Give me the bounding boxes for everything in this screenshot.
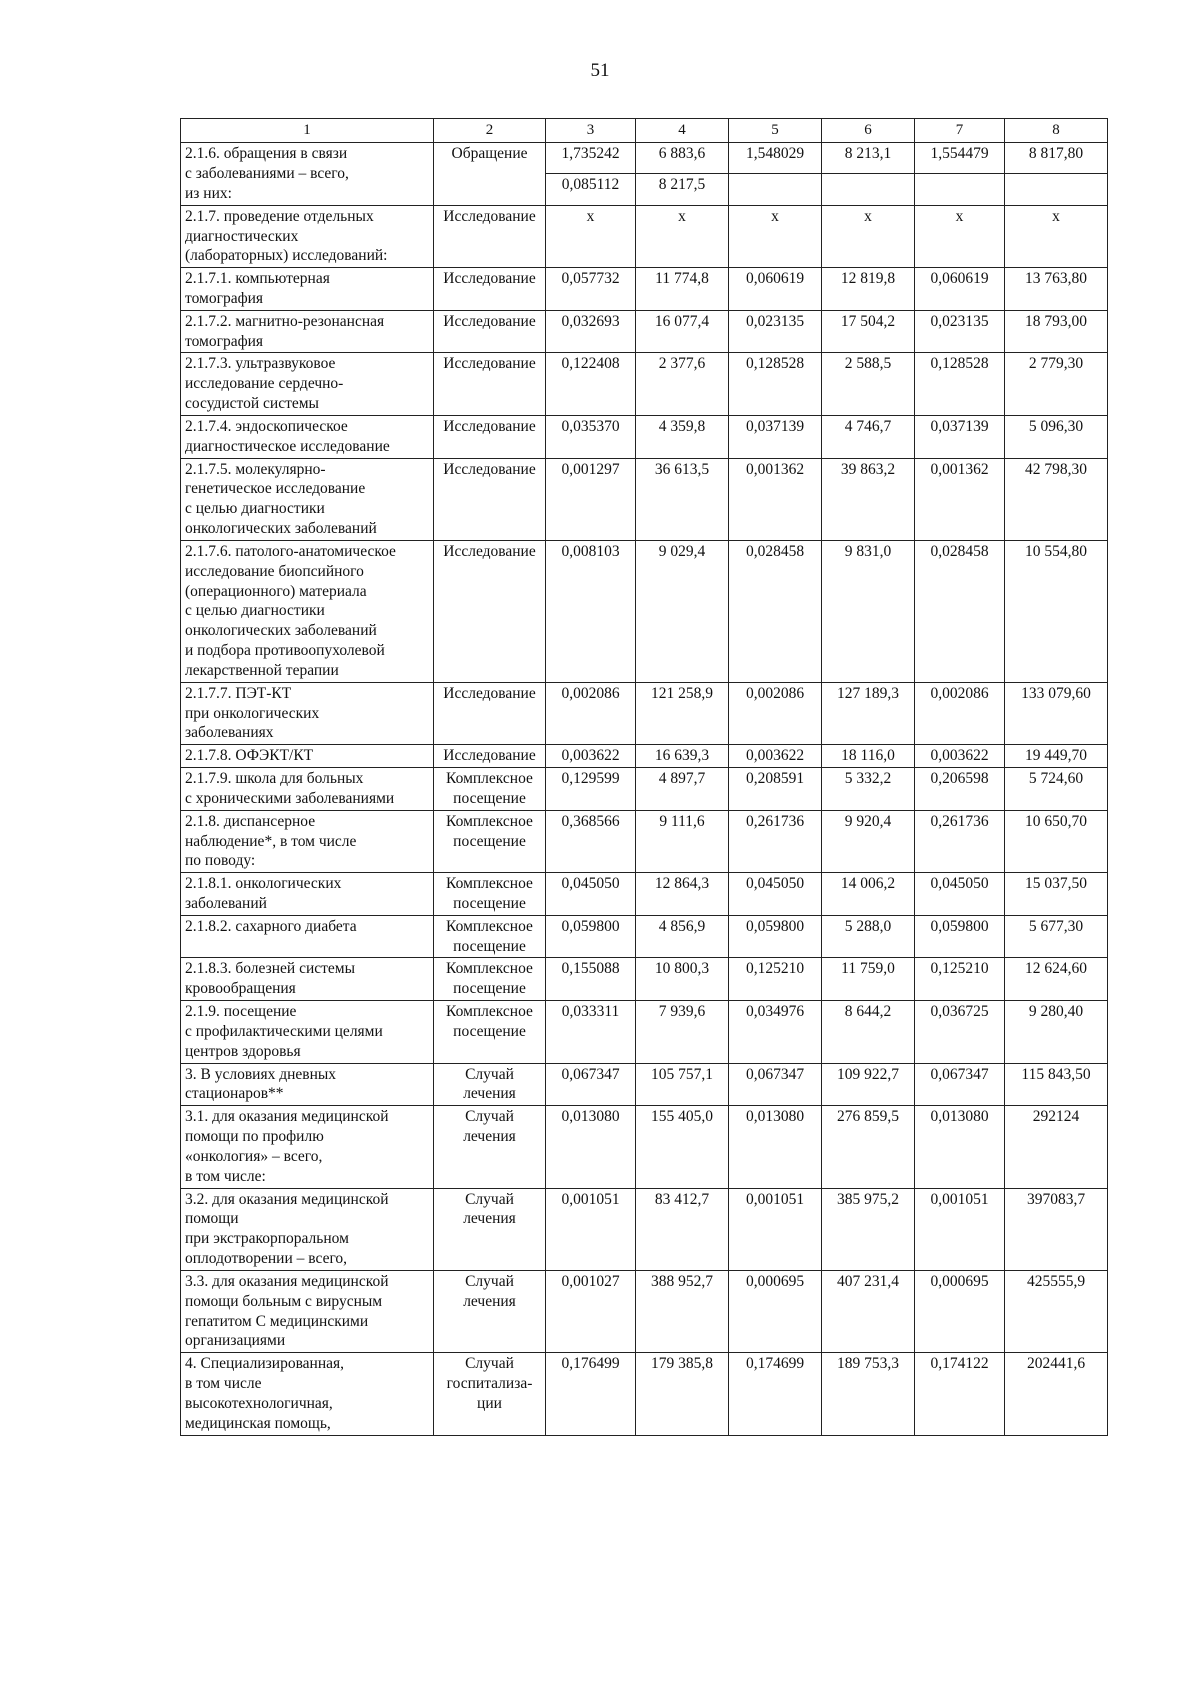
cell-c5: 0,128528 — [729, 353, 822, 415]
cell-c6: 127 189,3 — [822, 682, 915, 744]
cell-c4: 155 405,0 — [636, 1106, 729, 1188]
cell-c7: 0,067347 — [915, 1063, 1005, 1106]
cell-c4: 7 939,6 — [636, 1001, 729, 1063]
cell-c3: 0,067347 — [546, 1063, 636, 1106]
row-unit: Комплексное посещение — [434, 873, 546, 916]
cell-c3: 1,735242 — [546, 143, 636, 174]
cell-c8: 19 449,70 — [1005, 745, 1108, 768]
column-header-4: 4 — [636, 119, 729, 143]
cell-c6: 8 213,1 — [822, 143, 915, 174]
cell-c4: 16 077,4 — [636, 310, 729, 353]
row-unit: Комплексное посещение — [434, 958, 546, 1001]
cell-c6: 39 863,2 — [822, 458, 915, 540]
cell-c8: 9 280,40 — [1005, 1001, 1108, 1063]
row-unit: Исследование — [434, 540, 546, 682]
table-row — [181, 353, 1108, 415]
row-unit: Исследование — [434, 745, 546, 768]
cell-c5: 0,013080 — [729, 1106, 822, 1188]
cell-c6: 8 644,2 — [822, 1001, 915, 1063]
cell-c8: 13 763,80 — [1005, 268, 1108, 311]
row-unit: Случай лечения — [434, 1188, 546, 1270]
cell-c4-sub: 8 217,5 — [636, 174, 729, 205]
row-label: 3.3. для оказания медицинской помощи больным с вирусным гепатитом С медицинскими организациями — [181, 1270, 434, 1352]
cell-c6: 4 746,7 — [822, 415, 915, 458]
cell-c7: 0,003622 — [915, 745, 1005, 768]
cell-c5: 0,060619 — [729, 268, 822, 311]
cell-c5: 0,261736 — [729, 810, 822, 872]
cell-c3: 0,001051 — [546, 1188, 636, 1270]
row-label: 2.1.9. посещение с профилактическими целями центров здоровья — [181, 1001, 434, 1063]
cell-c8: 397083,7 — [1005, 1188, 1108, 1270]
row-label: 2.1.7.7. ПЭТ-КТ при онкологических заболеваниях — [181, 682, 434, 744]
row-unit: Случай лечения — [434, 1270, 546, 1352]
cell-c7: 0,060619 — [915, 268, 1005, 311]
column-header-3: 3 — [546, 119, 636, 143]
cell-c7: 0,002086 — [915, 682, 1005, 744]
row-unit: Обращение — [434, 143, 546, 205]
column-header-5: 5 — [729, 119, 822, 143]
cell-c6: 189 753,3 — [822, 1353, 915, 1435]
cell-empty — [822, 174, 915, 205]
cell-c5: 0,001362 — [729, 458, 822, 540]
cell-c8: 8 817,80 — [1005, 143, 1108, 174]
table-row — [181, 540, 1108, 682]
row-label: 2.1.7. проведение отдельных диагностических (лабораторных) исследований: — [181, 205, 434, 267]
cell-c8: 133 079,60 — [1005, 682, 1108, 744]
table-row — [181, 682, 1108, 744]
cell-c6: 109 922,7 — [822, 1063, 915, 1106]
cell-empty — [729, 174, 822, 205]
cell-c6: 9 920,4 — [822, 810, 915, 872]
row-unit: Исследование — [434, 415, 546, 458]
table-row — [181, 768, 1108, 811]
cell-c8: 115 843,50 — [1005, 1063, 1108, 1106]
cell-c8: x — [1005, 205, 1108, 267]
cell-c3: 0,368566 — [546, 810, 636, 872]
cell-c5: 0,067347 — [729, 1063, 822, 1106]
cell-c6: 18 116,0 — [822, 745, 915, 768]
cell-c8: 292124 — [1005, 1106, 1108, 1188]
row-label: 2.1.7.2. магнитно-резонансная томография — [181, 310, 434, 353]
cell-c3: 0,059800 — [546, 915, 636, 958]
column-header-6: 6 — [822, 119, 915, 143]
row-unit: Комплексное посещение — [434, 1001, 546, 1063]
cell-c7: x — [915, 205, 1005, 267]
cell-c4: 11 774,8 — [636, 268, 729, 311]
row-unit: Исследование — [434, 682, 546, 744]
cell-c3: 0,002086 — [546, 682, 636, 744]
cell-c7: 0,000695 — [915, 1270, 1005, 1352]
table-row — [181, 458, 1108, 540]
cell-c7: 0,036725 — [915, 1001, 1005, 1063]
cell-c5: 0,208591 — [729, 768, 822, 811]
row-label: 2.1.7.6. патолого-анатомическое исследование биопсийного (операционного) материала с целью диагностики онкологических заболеваний и подбора противоопухолевой лекарственной терапии — [181, 540, 434, 682]
cell-c5: 0,028458 — [729, 540, 822, 682]
cell-c5: 0,174699 — [729, 1353, 822, 1435]
cell-c7: 0,261736 — [915, 810, 1005, 872]
table-row — [181, 810, 1108, 872]
cell-c3: 0,001027 — [546, 1270, 636, 1352]
cell-c3-sub: 0,085112 — [546, 174, 636, 205]
column-header-1: 1 — [181, 119, 434, 143]
row-label: 2.1.7.1. компьютерная томография — [181, 268, 434, 311]
cell-c4: 4 897,7 — [636, 768, 729, 811]
header-row — [181, 119, 1108, 143]
row-unit: Комплексное посещение — [434, 915, 546, 958]
table-row — [181, 1353, 1108, 1435]
cell-c5: 0,045050 — [729, 873, 822, 916]
cell-c4: 16 639,3 — [636, 745, 729, 768]
row-unit: Исследование — [434, 310, 546, 353]
cell-c4: 388 952,7 — [636, 1270, 729, 1352]
cell-c3: 0,035370 — [546, 415, 636, 458]
cell-c5: 0,125210 — [729, 958, 822, 1001]
row-label: 2.1.8.2. сахарного диабета — [181, 915, 434, 958]
row-unit: Случай лечения — [434, 1063, 546, 1106]
cell-c3: 0,155088 — [546, 958, 636, 1001]
cell-c3: 0,003622 — [546, 745, 636, 768]
row-label: 4. Специализированная, в том числе высокотехнологичная, медицинская помощь, — [181, 1353, 434, 1435]
cell-c8: 2 779,30 — [1005, 353, 1108, 415]
row-label: 2.1.7.3. ультразвуковое исследование сердечно- сосудистой системы — [181, 353, 434, 415]
cell-c6: 12 819,8 — [822, 268, 915, 311]
cell-c6: 17 504,2 — [822, 310, 915, 353]
table-row — [181, 268, 1108, 311]
cell-c7: 0,045050 — [915, 873, 1005, 916]
cell-c3: 0,001297 — [546, 458, 636, 540]
cell-c4: 2 377,6 — [636, 353, 729, 415]
cell-c5: x — [729, 205, 822, 267]
cell-c3: 0,033311 — [546, 1001, 636, 1063]
table-body — [181, 143, 1108, 1435]
row-label: 2.1.8.3. болезней системы кровообращения — [181, 958, 434, 1001]
table-row — [181, 958, 1108, 1001]
cell-c7: 0,023135 — [915, 310, 1005, 353]
cell-c7: 0,037139 — [915, 415, 1005, 458]
row-unit: Комплексное посещение — [434, 810, 546, 872]
row-label: 3.2. для оказания медицинской помощи при экстракорпоральном оплодотворении – всего, — [181, 1188, 434, 1270]
cell-c6: 14 006,2 — [822, 873, 915, 916]
cell-c5: 0,059800 — [729, 915, 822, 958]
cell-c6: 5 332,2 — [822, 768, 915, 811]
cell-c7: 0,001051 — [915, 1188, 1005, 1270]
cell-c8: 18 793,00 — [1005, 310, 1108, 353]
cell-c6: x — [822, 205, 915, 267]
cell-c7: 0,174122 — [915, 1353, 1005, 1435]
row-label: 2.1.8.1. онкологических заболеваний — [181, 873, 434, 916]
cell-c8: 5 096,30 — [1005, 415, 1108, 458]
cell-c6: 276 859,5 — [822, 1106, 915, 1188]
table-row — [181, 205, 1108, 267]
cell-c8: 10 650,70 — [1005, 810, 1108, 872]
cell-c4: 4 359,8 — [636, 415, 729, 458]
table-row — [181, 915, 1108, 958]
cell-c7: 0,001362 — [915, 458, 1005, 540]
cell-c4: 179 385,8 — [636, 1353, 729, 1435]
cell-c7: 0,059800 — [915, 915, 1005, 958]
cell-c7: 0,206598 — [915, 768, 1005, 811]
cell-empty — [1005, 174, 1108, 205]
cell-c8: 202441,6 — [1005, 1353, 1108, 1435]
row-label: 2.1.7.8. ОФЭКТ/КТ — [181, 745, 434, 768]
row-label: 2.1.7.9. школа для больных с хроническими заболеваниями — [181, 768, 434, 811]
cell-c8: 5 724,60 — [1005, 768, 1108, 811]
cell-c6: 5 288,0 — [822, 915, 915, 958]
row-unit: Исследование — [434, 353, 546, 415]
row-unit: Исследование — [434, 458, 546, 540]
cell-c3: 0,176499 — [546, 1353, 636, 1435]
cell-c3: 0,008103 — [546, 540, 636, 682]
cell-c8: 15 037,50 — [1005, 873, 1108, 916]
cell-c5: 0,037139 — [729, 415, 822, 458]
table-row — [181, 1001, 1108, 1063]
column-header-7: 7 — [915, 119, 1005, 143]
row-unit: Случай лечения — [434, 1106, 546, 1188]
cell-c5: 0,023135 — [729, 310, 822, 353]
column-header-2: 2 — [434, 119, 546, 143]
cell-c3: x — [546, 205, 636, 267]
cell-c3: 0,045050 — [546, 873, 636, 916]
row-label: 3.1. для оказания медицинской помощи по профилю «онкология» – всего, в том числе: — [181, 1106, 434, 1188]
cell-c7: 1,554479 — [915, 143, 1005, 174]
cell-c4: 12 864,3 — [636, 873, 729, 916]
row-label: 2.1.6. обращения в связи с заболеваниями – всего, из них: — [181, 143, 434, 205]
cell-c7: 0,128528 — [915, 353, 1005, 415]
cell-c3: 0,057732 — [546, 268, 636, 311]
table-row — [181, 310, 1108, 353]
table-row — [181, 745, 1108, 768]
table-row — [181, 143, 1108, 174]
column-header-8: 8 — [1005, 119, 1108, 143]
row-unit: Случай госпитализа- ции — [434, 1353, 546, 1435]
row-label: 2.1.7.4. эндоскопическое диагностическое исследование — [181, 415, 434, 458]
cell-c4: 6 883,6 — [636, 143, 729, 174]
cell-c4: 105 757,1 — [636, 1063, 729, 1106]
cell-c5: 0,034976 — [729, 1001, 822, 1063]
cell-c4: 9 029,4 — [636, 540, 729, 682]
cell-c4: 4 856,9 — [636, 915, 729, 958]
row-label: 2.1.7.5. молекулярно- генетическое исследование с целью диагностики онкологических заболеваний — [181, 458, 434, 540]
cell-c4: 36 613,5 — [636, 458, 729, 540]
cell-c4: x — [636, 205, 729, 267]
cell-c5: 0,000695 — [729, 1270, 822, 1352]
table-row — [181, 1188, 1108, 1270]
data-table — [180, 118, 1108, 1436]
cell-c4: 83 412,7 — [636, 1188, 729, 1270]
cell-c6: 385 975,2 — [822, 1188, 915, 1270]
cell-c8: 12 624,60 — [1005, 958, 1108, 1001]
row-unit: Комплексное посещение — [434, 768, 546, 811]
cell-c7: 0,125210 — [915, 958, 1005, 1001]
cell-c6: 9 831,0 — [822, 540, 915, 682]
cell-empty — [915, 174, 1005, 205]
cell-c8: 42 798,30 — [1005, 458, 1108, 540]
cell-c5: 0,002086 — [729, 682, 822, 744]
cell-c6: 2 588,5 — [822, 353, 915, 415]
row-label: 2.1.8. диспансерное наблюдение*, в том числе по поводу: — [181, 810, 434, 872]
table-row — [181, 873, 1108, 916]
cell-c8: 10 554,80 — [1005, 540, 1108, 682]
cell-c3: 0,013080 — [546, 1106, 636, 1188]
row-unit: Исследование — [434, 205, 546, 267]
cell-c6: 11 759,0 — [822, 958, 915, 1001]
table-row — [181, 415, 1108, 458]
cell-c6: 407 231,4 — [822, 1270, 915, 1352]
row-unit: Исследование — [434, 268, 546, 311]
page-number: 51 — [590, 60, 610, 81]
row-label: 3. В условиях дневных стационаров** — [181, 1063, 434, 1106]
table-row — [181, 1063, 1108, 1106]
cell-c3: 0,032693 — [546, 310, 636, 353]
cell-c3: 0,122408 — [546, 353, 636, 415]
cell-c4: 9 111,6 — [636, 810, 729, 872]
cell-c3: 0,129599 — [546, 768, 636, 811]
cell-c5: 1,548029 — [729, 143, 822, 174]
cell-c7: 0,013080 — [915, 1106, 1005, 1188]
cell-c4: 121 258,9 — [636, 682, 729, 744]
cell-c5: 0,001051 — [729, 1188, 822, 1270]
cell-c8: 5 677,30 — [1005, 915, 1108, 958]
table-row — [181, 1106, 1108, 1188]
cell-c8: 425555,9 — [1005, 1270, 1108, 1352]
cell-c5: 0,003622 — [729, 745, 822, 768]
cell-c4: 10 800,3 — [636, 958, 729, 1001]
table-row — [181, 1270, 1108, 1352]
cell-c7: 0,028458 — [915, 540, 1005, 682]
